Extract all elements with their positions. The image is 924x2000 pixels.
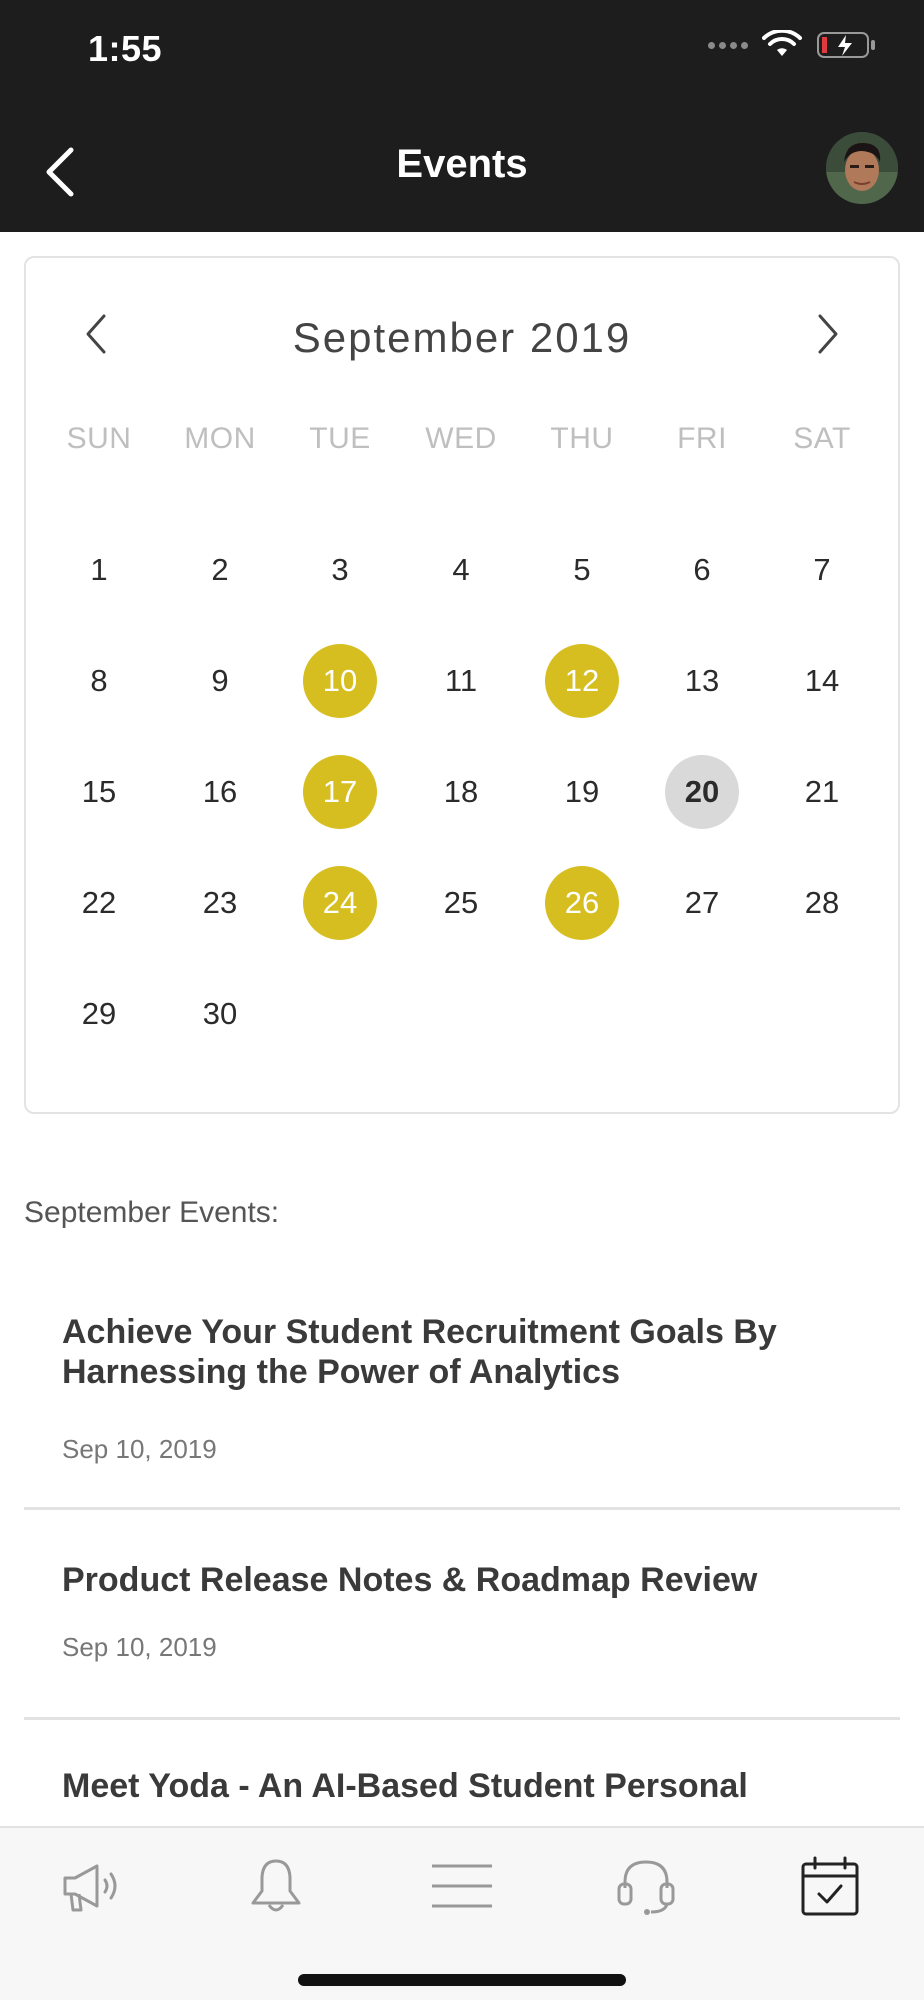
nav-events[interactable]	[790, 1850, 870, 1922]
event-title: Product Release Notes & Roadmap Review	[62, 1561, 758, 1599]
megaphone-icon	[59, 1858, 125, 1914]
nav-announcements[interactable]	[52, 1850, 132, 1922]
nav-menu[interactable]	[422, 1850, 502, 1922]
bottom-nav	[0, 1826, 924, 2000]
weekday-label: TUE	[309, 422, 371, 455]
calendar-day[interactable]: 28	[804, 885, 840, 920]
calendar-day[interactable]: 2	[211, 552, 229, 587]
event-title: Achieve Your Student Recruitment Goals By Harnessing the Power of Analytics	[62, 1313, 777, 1391]
event-date: Sep 10, 2019	[62, 1434, 217, 1464]
calendar-day[interactable]: 13	[684, 663, 720, 698]
calendar-day[interactable]: 26	[545, 866, 619, 940]
calendar-day[interactable]: 27	[684, 885, 720, 920]
chevron-right-icon	[816, 313, 840, 355]
calendar-day[interactable]: 4	[452, 552, 470, 587]
calendar-day[interactable]: 20	[665, 755, 739, 829]
calendar-day[interactable]: 24	[303, 866, 377, 940]
home-indicator	[298, 1974, 626, 1986]
next-month-button[interactable]	[806, 306, 850, 362]
weekday-label: THU	[550, 422, 614, 455]
page-title: Events	[396, 142, 528, 186]
signal-icon	[708, 42, 748, 49]
avatar[interactable]	[826, 132, 898, 204]
nav-notifications[interactable]	[236, 1850, 316, 1922]
calendar-day[interactable]: 5	[573, 552, 591, 587]
calendar-day[interactable]: 9	[211, 663, 229, 698]
calendar-day[interactable]: 15	[81, 774, 117, 809]
calendar-day[interactable]: 17	[303, 755, 377, 829]
calendar-day[interactable]: 22	[81, 885, 117, 920]
menu-icon	[430, 1861, 494, 1911]
calendar-day[interactable]: 11	[444, 663, 478, 698]
event-card[interactable]	[24, 1282, 900, 1510]
wifi-icon	[762, 30, 802, 60]
calendar-day[interactable]: 16	[202, 774, 238, 809]
calendar-day[interactable]: 12	[545, 644, 619, 718]
user-avatar-icon	[826, 132, 898, 204]
calendar-check-icon	[799, 1854, 861, 1918]
bell-icon	[245, 1855, 307, 1917]
calendar-day[interactable]: 14	[804, 663, 840, 698]
status-time: 1:55	[88, 28, 163, 69]
weekday-label: MON	[184, 422, 256, 455]
weekday-label: SUN	[66, 422, 132, 455]
app-header	[0, 0, 924, 232]
calendar-day[interactable]: 6	[693, 552, 711, 587]
calendar	[24, 256, 900, 1114]
events-section-title: September Events:	[24, 1196, 280, 1229]
calendar-day[interactable]: 25	[443, 885, 479, 920]
calendar-day[interactable]: 21	[804, 774, 840, 809]
calendar-day[interactable]: 3	[331, 552, 349, 587]
calendar-day[interactable]: 8	[90, 663, 108, 698]
battery-charging-icon	[816, 30, 876, 60]
event-date: Sep 10, 2019	[62, 1632, 217, 1662]
calendar-day[interactable]: 23	[202, 885, 238, 920]
calendar-day[interactable]: 18	[443, 774, 479, 809]
calendar-day[interactable]: 10	[303, 644, 377, 718]
headset-icon	[615, 1856, 677, 1916]
event-title: Meet Yoda - An AI-Based Student Personal	[62, 1767, 748, 1805]
weekday-label: FRI	[677, 422, 727, 455]
weekday-label: SAT	[793, 422, 851, 455]
weekday-label: WED	[425, 422, 497, 455]
calendar-day[interactable]: 7	[813, 552, 831, 587]
event-card[interactable]	[24, 1742, 900, 1826]
calendar-day[interactable]: 29	[81, 996, 117, 1031]
month-label: September 2019	[292, 314, 632, 361]
calendar-day[interactable]: 1	[90, 552, 108, 587]
calendar-day[interactable]: 30	[202, 996, 238, 1031]
status-icons	[708, 30, 876, 60]
nav-support[interactable]	[606, 1850, 686, 1922]
calendar-day[interactable]: 19	[564, 774, 600, 809]
event-card[interactable]	[24, 1532, 900, 1720]
